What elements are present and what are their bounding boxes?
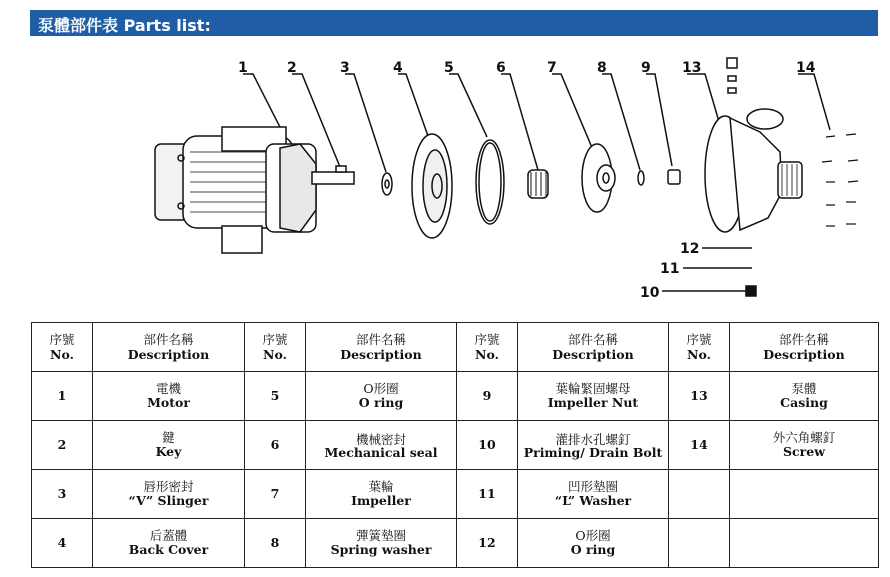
part-description: 凹形墊圈 “L” Washer [518, 470, 669, 519]
table-row [32, 470, 879, 519]
part-description: 唇形密封 “V” Slinger [93, 470, 245, 519]
callout-2: 2 [287, 60, 297, 76]
callout-10: 10 [640, 285, 660, 301]
table-row [32, 519, 879, 568]
callout-12: 12 [680, 241, 700, 257]
header-description: 部件名稱 Description [730, 323, 879, 372]
part-description: 鍵 Key [93, 421, 245, 470]
header-no: 序號 No. [457, 323, 518, 372]
table-row [32, 372, 879, 421]
part-number: 6 [245, 421, 306, 470]
header-no: 序號 No. [245, 323, 306, 372]
part-description: 電機 Motor [93, 372, 245, 421]
part-description: O形圈 O ring [306, 372, 457, 421]
callout-6: 6 [496, 60, 506, 76]
callout-5: 5 [444, 60, 454, 76]
part-number: 7 [245, 470, 306, 519]
part-number: 5 [245, 372, 306, 421]
part-description: 灌排水孔螺釘 Priming/ Drain Bolt [518, 421, 669, 470]
part-number: 13 [669, 372, 730, 421]
part-number: 8 [245, 519, 306, 568]
part-description: 泵體 Casing [730, 372, 879, 421]
callout-11: 11 [660, 261, 680, 277]
table-row [32, 421, 879, 470]
table-header-row [32, 323, 879, 372]
callout-14: 14 [796, 60, 816, 76]
page-title: 泵體部件表 Parts list: [38, 16, 211, 35]
part-number [669, 519, 730, 568]
callout-1: 1 [238, 60, 248, 76]
part-description: O形圈 O ring [518, 519, 669, 568]
header-no: 序號 No. [32, 323, 93, 372]
title-bar [30, 10, 878, 36]
callout-7: 7 [547, 60, 557, 76]
part-number: 10 [457, 421, 518, 470]
part-number: 4 [32, 519, 93, 568]
callout-3: 3 [340, 60, 350, 76]
callout-8: 8 [597, 60, 607, 76]
part-number: 11 [457, 470, 518, 519]
header-description: 部件名稱 Description [306, 323, 457, 372]
part-number [669, 470, 730, 519]
callout-4: 4 [393, 60, 403, 76]
part-description: 后蓋體 Back Cover [93, 519, 245, 568]
header-no: 序號 No. [669, 323, 730, 372]
exploded-pump-diagram [0, 40, 890, 315]
part-number: 9 [457, 372, 518, 421]
part-description [730, 519, 879, 568]
part-description: 機械密封 Mechanical seal [306, 421, 457, 470]
part-description [730, 470, 879, 519]
part-number: 2 [32, 421, 93, 470]
callout-13: 13 [682, 60, 702, 76]
parts-table [31, 322, 879, 568]
part-description: 外六角螺釘 Screw [730, 421, 879, 470]
part-number: 14 [669, 421, 730, 470]
part-description: 彈簧墊圈 Spring washer [306, 519, 457, 568]
part-number: 1 [32, 372, 93, 421]
part-description: 葉輪緊固螺母 Impeller Nut [518, 372, 669, 421]
part-number: 12 [457, 519, 518, 568]
header-description: 部件名稱 Description [518, 323, 669, 372]
callout-9: 9 [641, 60, 651, 76]
header-description: 部件名稱 Description [93, 323, 245, 372]
part-description: 葉輪 Impeller [306, 470, 457, 519]
part-number: 3 [32, 470, 93, 519]
